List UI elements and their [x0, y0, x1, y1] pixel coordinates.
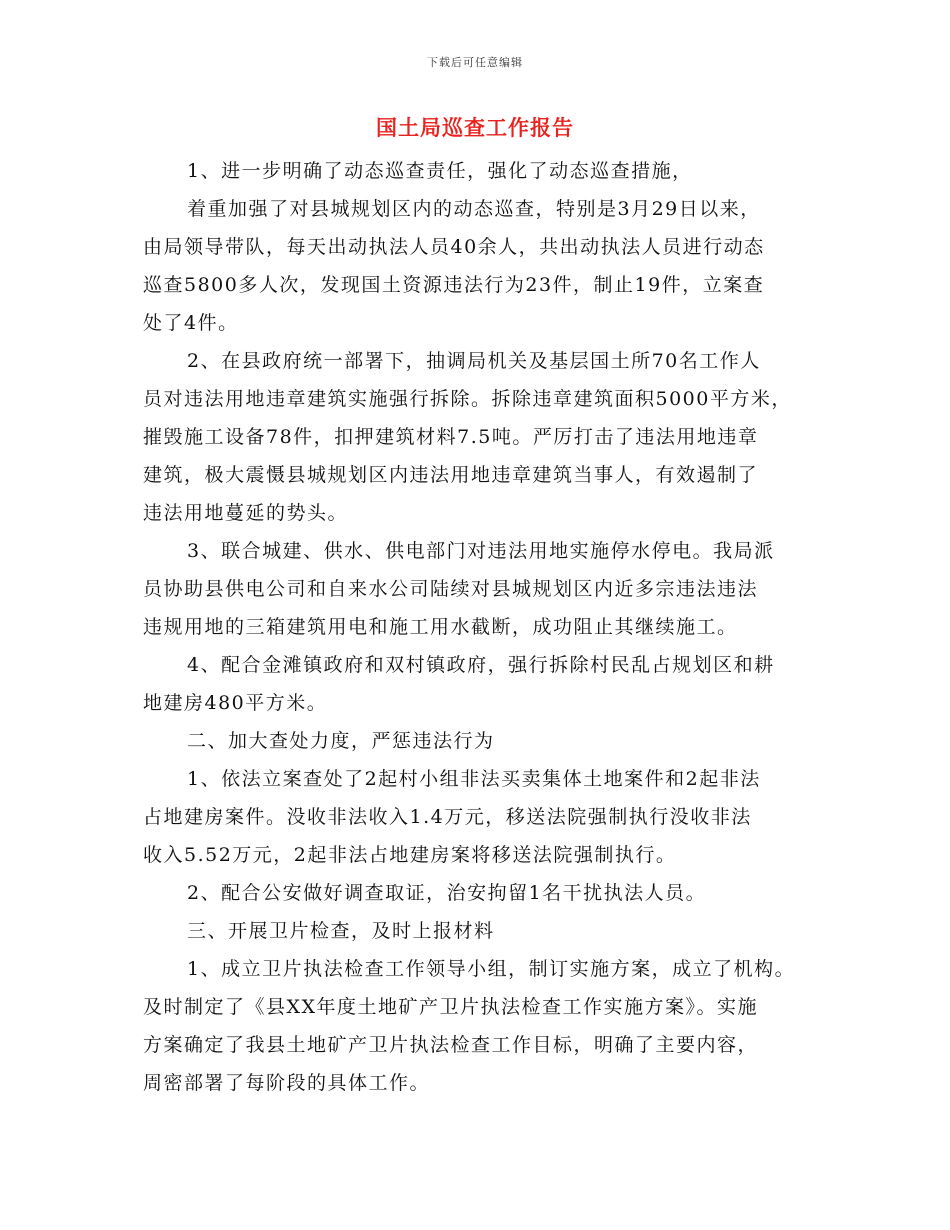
text-line: 2、配合公安做好调查取证，治安拘留1名干扰执法人员。 — [187, 882, 707, 904]
text-line: 方案确定了我县土地矿产卫片执法检查工作目标，明确了主要内容， — [143, 1034, 759, 1056]
text-line: 建筑，极大震慑县城规划区内违法用地违章建筑当事人，有效遏制了 — [143, 464, 759, 486]
text-line: 员对违法用地违章建筑实施强行拆除。拆除违章建筑面积5000平方米， — [143, 388, 792, 410]
text-line: 周密部署了每阶段的具体工作。 — [143, 1072, 431, 1094]
text-line: 1、进一步明确了动态巡查责任，强化了动态巡查措施， — [187, 160, 693, 182]
text-line: 及时制定了《县XX年度土地矿产卫片执法检查工作实施方案》。实施 — [143, 996, 759, 1018]
text-line: 3、联合城建、供水、供电部门对违法用地实施停水停电。我局派 — [187, 540, 775, 562]
header-note: 下载后可任意编辑 — [427, 56, 523, 69]
text-line: 二、加大查处力度，严惩违法行为 — [187, 730, 495, 752]
document-body — [143, 152, 833, 1102]
text-line: 收入5.52万元，2起非法占地建房案将移送法院强制执行。 — [143, 844, 677, 866]
text-line: 违规用地的三箱建筑用电和施工用水截断，成功阻止其继续施工。 — [143, 616, 738, 638]
text-line: 由局领导带队，每天出动执法人员40余人，共出动执法人员进行动态 — [143, 236, 765, 258]
text-line: 三、开展卫片检查，及时上报材料 — [187, 920, 495, 942]
document-title: 国土局巡查工作报告 — [376, 115, 574, 140]
text-line: 2、在县政府统一部署下，抽调局机关及基层国土所70名工作人 — [187, 350, 761, 372]
text-line: 违法用地蔓延的势头。 — [143, 502, 349, 524]
text-line: 员协助县供电公司和自来水公司陆续对县城规划区内近多宗违法违法 — [143, 578, 759, 600]
text-line: 着重加强了对县城规划区内的动态巡查，特别是3月29日以来， — [187, 198, 761, 220]
text-line: 1、成立卫片执法检查工作领导小组，制订实施方案，成立了机构。 — [187, 958, 796, 980]
text-line: 地建房480平方米。 — [143, 692, 328, 714]
text-line: 1、依法立案查处了2起村小组非法买卖集体土地案件和2起非法 — [187, 768, 761, 790]
text-line: 4、配合金滩镇政府和双村镇政府，强行拆除村民乱占规划区和耕 — [187, 654, 775, 676]
text-line: 处了4件。 — [143, 312, 239, 334]
text-line: 占地建房案件。没收非法收入1.4万元，移送法院强制执行没收非法 — [143, 806, 752, 828]
text-line: 巡查5800多人次，发现国土资源违法行为23件，制止19件，立案查 — [143, 274, 765, 296]
text-line: 摧毁施工设备78件，扣押建筑材料7.5吨。严厉打击了违法用地违章 — [143, 426, 759, 448]
